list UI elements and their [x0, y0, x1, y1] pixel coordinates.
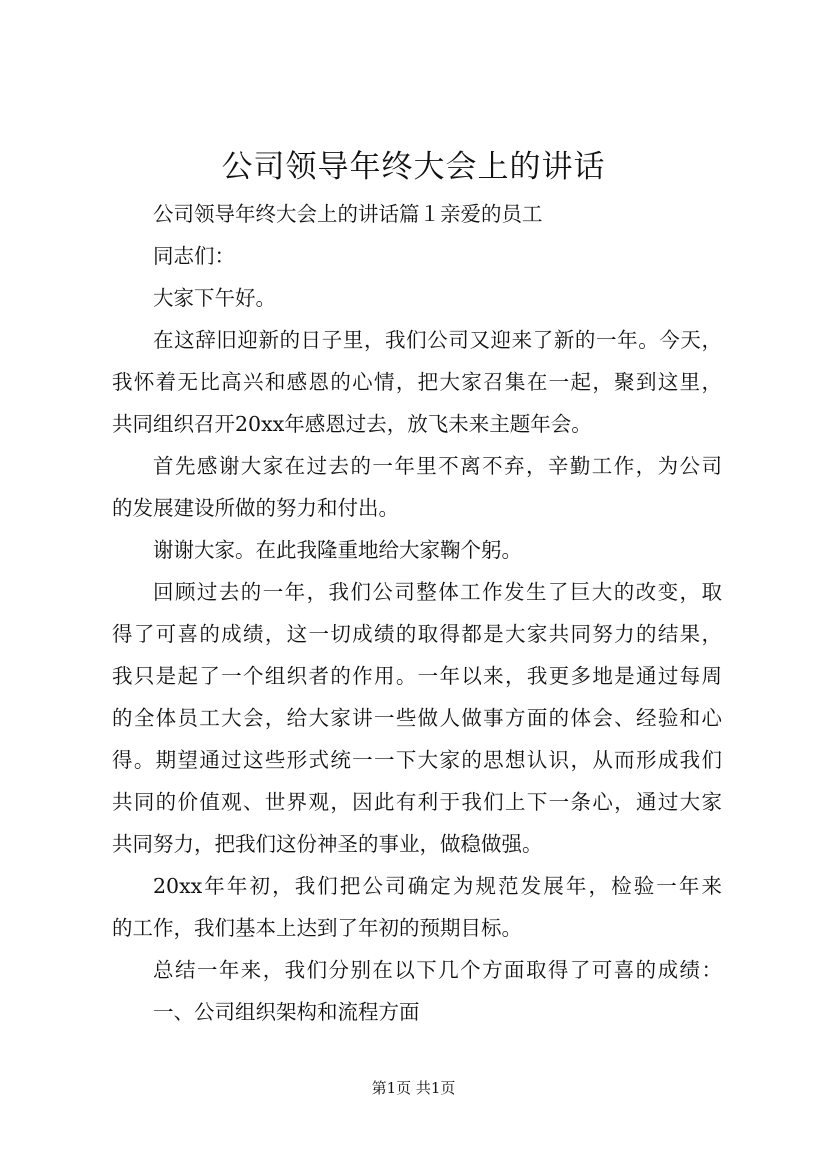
paragraph-line: 共同的价值观、世界观，因此有利于我们上下一条心，通过大家 [112, 790, 722, 814]
page-number-footer: 第1页 共1页 [371, 1079, 456, 1097]
paragraph-line: 我只是起了一个组织者的作用。一年以来，我更多地是通过每周 [112, 664, 722, 688]
paragraph-line: 共同努力，把我们这份神圣的事业，做稳做强。 [112, 832, 543, 856]
paragraph-line: 的全体员工大会，给大家讲一些做人做事方面的体会、经验和心 [112, 706, 722, 730]
paragraph-line: 回顾过去的一年，我们公司整体工作发生了巨大的改变，取 [153, 580, 722, 604]
paragraph-line: 同志们： [153, 244, 235, 268]
paragraph-line: 首先感谢大家在过去的一年里不离不弃，辛勤工作，为公司 [153, 454, 722, 478]
paragraph-line: 得。期望通过这些形式统一一下大家的思想认识，从而形成我们 [112, 748, 722, 772]
paragraph-line: 总结一年来，我们分别在以下几个方面取得了可喜的成绩： [153, 958, 722, 982]
paragraph-line: 共同组织召开20xx年感恩过去，放飞未来主题年会。 [112, 412, 592, 436]
paragraph-line: 我怀着无比高兴和感恩的心情，把大家召集在一起，聚到这里， [112, 370, 722, 394]
paragraph-line: 的工作，我们基本上达到了年初的预期目标。 [112, 916, 522, 940]
paragraph-line: 谢谢大家。在此我隆重地给大家鞠个躬。 [153, 538, 522, 562]
paragraph-line: 一、公司组织架构和流程方面 [153, 1000, 420, 1024]
paragraph-line: 的发展建设所做的努力和付出。 [112, 496, 399, 520]
paragraph-line: 在这辞旧迎新的日子里，我们公司又迎来了新的一年。今天， [153, 328, 722, 352]
paragraph-line: 20xx年年初，我们把公司确定为规范发展年，检验一年来 [153, 874, 722, 898]
paragraph-line: 得了可喜的成绩，这一切成绩的取得都是大家共同努力的结果， [112, 622, 722, 646]
document-title: 公司领导年终大会上的讲话 [221, 149, 606, 185]
paragraph-line: 公司领导年终大会上的讲话篇１亲爱的员工 [153, 202, 543, 226]
paragraph-line: 大家下午好。 [153, 286, 276, 310]
